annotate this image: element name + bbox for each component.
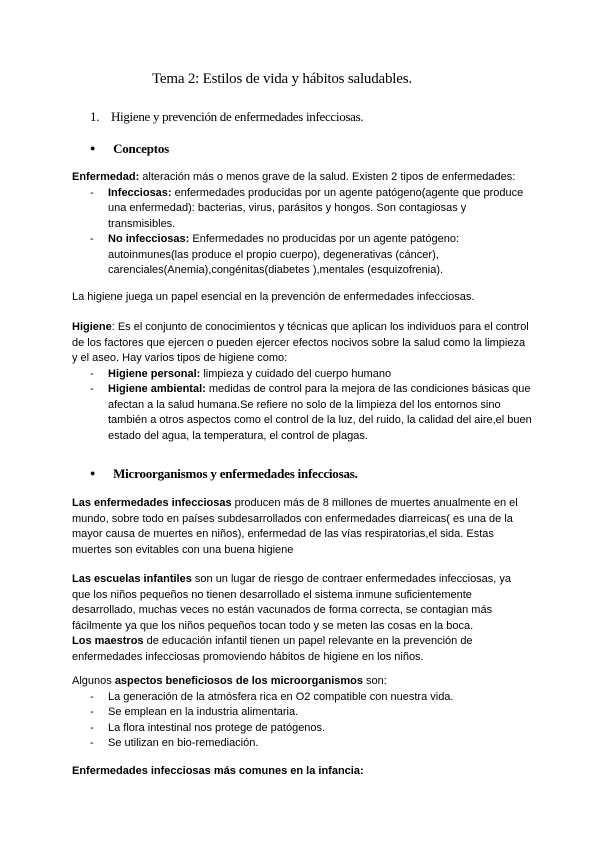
list-item [72, 690, 532, 706]
term-enfermedad: Enfermedad: [72, 171, 140, 183]
list-item-text: Se utilizan en bio-remediación. [108, 737, 259, 749]
term-maestros: Los maestros [72, 635, 144, 647]
higiene-types-list [72, 367, 532, 445]
paragraph-higiene-intro [72, 290, 532, 306]
term-higiene: Higiene [72, 321, 112, 333]
paragraph-enfermedades-infecciosas [72, 496, 532, 558]
list-item-text: Se emplean en la industria alimentaria. [108, 706, 299, 718]
section-heading-1 [90, 109, 363, 125]
list-item [72, 721, 532, 737]
list-item [72, 382, 532, 444]
bullet-icon: ● [90, 468, 96, 478]
bullet-heading-text: Microorganismos y enfermedades infecciosas. [113, 466, 358, 481]
bullet-heading-microorganismos [90, 466, 358, 482]
dash-marker: - [90, 367, 94, 380]
paragraph-aspectos [72, 674, 532, 752]
paragraph-infancia-heading [72, 764, 532, 780]
term-infecciosas: Infecciosas: [108, 186, 172, 199]
term-escuelas-infantiles: Las escuelas infantiles [72, 573, 192, 585]
dash-marker: - [90, 690, 94, 703]
list-item [72, 186, 532, 233]
dash-marker: - [90, 721, 94, 734]
page-title: Tema 2: Estilos de vida y hábitos saludables. [152, 71, 412, 87]
text-maestros: de educación infantil tienen un papel relevante en la prevención de enfermedades infecciosas promoviendo hábitos de higiene en los niños. [72, 635, 473, 663]
section-number: 1. [90, 109, 100, 124]
term-higiene-ambiental: Higiene ambiental: [108, 383, 206, 395]
term-enfermedades-infecciosas: Las enfermedades infecciosas [72, 497, 232, 509]
paragraph-enfermedad [72, 170, 532, 279]
definition-higiene-ambiental: medidas de control para la mejora de las condiciones básicas que afectan a la salud humana.Se refiere no solo de la limpieza del los entornos sino también a otros aspectos como el control de la luz, del ruido, la calidad del aire,el buen estado del agua, la temperatura, el control de plagas. [108, 383, 532, 442]
definition-higiene: : Es el conjunto de conocimientos y técnicas que aplican los individuos para el control de los factores que ejercen o pueden ejercer efectos nocivos sobre la salud como la limpieza y el aseo. Hay varios tipos de higiene como: [72, 321, 529, 364]
list-item [72, 367, 532, 383]
dash-marker: - [90, 186, 94, 199]
term-no-infecciosas: No infecciosas: [108, 233, 190, 245]
list-item [72, 736, 532, 752]
list-item-text: La generación de la atmósfera rica en O2 compatible con nuestra vida. [108, 690, 454, 703]
text-escuelas-infantiles: son un lugar de riesgo de contraer enfermedades infecciosas, ya que los niños pequeños no tienen desarrollado el sistema inmune suficientemente desarrollado, muchas veces no están vacunados de forma correcta, se contagian más fácilmente ya que los niños pequeños tocan todo y se meten las cosas en la boca. [72, 573, 512, 632]
bullet-heading-conceptos [90, 141, 169, 157]
infancia-heading: Enfermedades infecciosas más comunes en la infancia: [72, 765, 364, 777]
bullet-heading-text: Conceptos [113, 141, 170, 156]
dash-marker: - [90, 383, 94, 395]
paragraph-escuelas [72, 572, 532, 665]
enfermedad-types-list [72, 186, 532, 279]
bullet-icon: ● [90, 143, 96, 153]
dash-marker: - [90, 233, 94, 245]
dash-marker: - [90, 737, 94, 749]
definition-infecciosas: enfermedades producidas por un agente patógeno(agente que produce una enfermedad): bacterias, virus, parásitos y hongos. Son contagiosas y transmisibles. [108, 186, 524, 230]
section-heading-text: Higiene y prevención de enfermedades infecciosas. [110, 109, 364, 124]
definition-no-infecciosas: Enfermedades no producidas por un agente patógeno: autoinmunes(las produce el propio cuerpo), degenerativas (cáncer), carenciales(Anemia),congénitas(diabetes ),mentales (esquizofrenia). [108, 233, 460, 276]
aspectos-list [72, 690, 532, 752]
higiene-intro-text: La higiene juega un papel esencial en la prevención de enfermedades infecciosas. [72, 291, 475, 303]
list-item-text: La flora intestinal nos protege de patógenos. [108, 721, 326, 734]
term-higiene-personal: Higiene personal: [108, 367, 201, 380]
paragraph-higiene [72, 320, 532, 444]
definition-enfermedad: alteración más o menos grave de la salud. Existen 2 tipos de enfermedades: [139, 171, 516, 183]
dash-marker: - [90, 706, 94, 718]
list-item [72, 232, 532, 279]
text-enfermedades-infecciosas: producen más de 8 millones de muertes anualmente en el mundo, sobre todo en países subdesarrollados con enfermedades diarreicas( es una de la mayor causa de muertes en niños), enfermedad de las vías respiratorias,el sida. Estas muertes son evitables con una buena higiene [72, 497, 518, 556]
term-aspectos: aspectos beneficiosos de los microorganismos [114, 675, 363, 687]
definition-higiene-personal: limpieza y cuidado del cuerpo humano [200, 367, 392, 380]
list-item [72, 705, 532, 721]
aspectos-suffix: son: [363, 675, 387, 687]
aspectos-prefix: Algunos [72, 675, 115, 687]
